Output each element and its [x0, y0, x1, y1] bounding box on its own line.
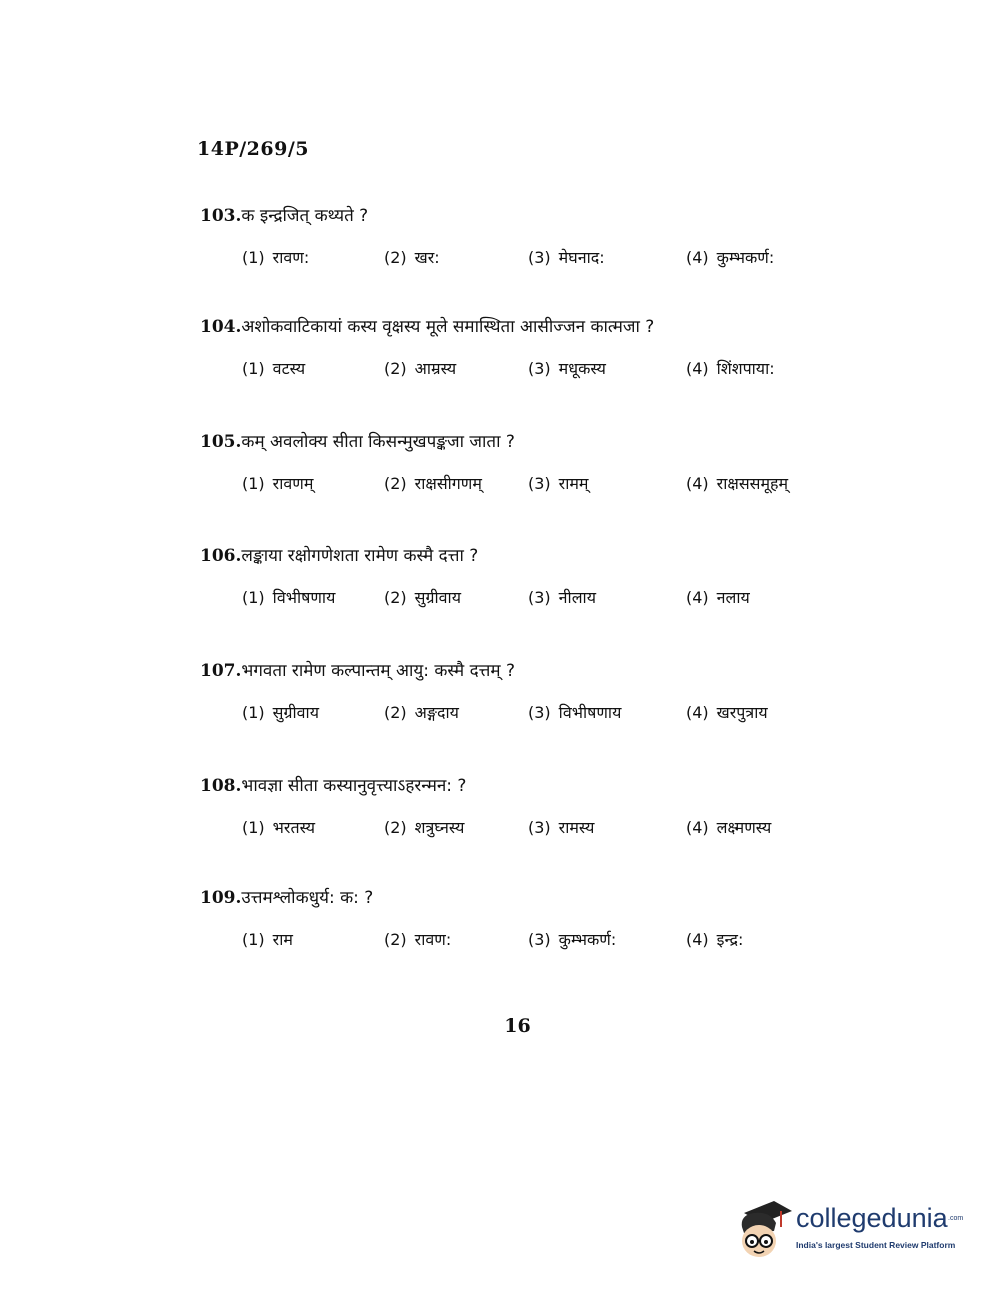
option-4: (4) शिंशपाया: — [686, 359, 775, 378]
paper-code: 14P/269/5 — [197, 138, 309, 160]
options-row — [200, 586, 840, 616]
option-1: (1) रावणम् — [242, 474, 314, 493]
question-107 — [200, 658, 840, 731]
brand-tagline: India's largest Student Review Platform — [796, 1240, 956, 1250]
option-4: (4) खरपुत्राय — [686, 703, 768, 722]
brand-name: collegedunia — [796, 1203, 948, 1233]
option-3: (3) कुम्भकर्ण: — [528, 930, 617, 949]
option-3: (3) नीलाय — [528, 588, 596, 607]
question-text: अशोकवाटिकायां कस्य वृक्षस्य मूले समास्थिता आसीज्जन कात्मजा ? — [241, 317, 655, 337]
options-row — [200, 816, 840, 846]
option-1: (1) विभीषणाय — [242, 588, 336, 607]
option-2: (2) राक्षसीगणम् — [384, 474, 482, 493]
question-text: क इन्द्रजित् कथ्यते ? — [241, 206, 369, 226]
question-104 — [200, 314, 840, 387]
option-1: (1) वटस्य — [242, 359, 306, 378]
option-1: (1) राम — [242, 930, 293, 949]
question-text: भावज्ञा सीता कस्यानुवृत्त्याऽहरन्मन: ? — [241, 776, 467, 796]
option-4: (4) नलाय — [686, 588, 750, 607]
option-3: (3) मधूकस्य — [528, 359, 606, 378]
question-text: कम् अवलोक्य सीता किसन्मुखपङ्कजा जाता ? — [241, 432, 515, 452]
question-number: 108. — [200, 776, 242, 796]
question-106 — [200, 543, 840, 616]
option-2: (2) रावण: — [384, 930, 452, 949]
page-number: 16 — [504, 1015, 531, 1037]
option-2: (2) शत्रुघ्नस्य — [384, 818, 465, 837]
question-number: 105. — [200, 432, 242, 452]
student-mascot-icon — [734, 1197, 794, 1263]
option-4: (4) इन्द्र: — [686, 930, 744, 949]
options-row — [200, 701, 840, 731]
option-4: (4) लक्ष्मणस्य — [686, 818, 772, 837]
option-2: (2) खर: — [384, 248, 440, 267]
options-row — [200, 246, 840, 276]
question-text: लङ्काया रक्षोगणेशता रामेण कस्मै दत्ता ? — [241, 546, 479, 566]
question-text: भगवता रामेण कल्पान्तम् आयु: कस्मै दत्तम् ? — [241, 661, 515, 681]
option-1: (1) सुग्रीवाय — [242, 703, 319, 722]
brand-suffix: .com — [948, 1215, 964, 1222]
question-number: 109. — [200, 888, 242, 908]
option-3: (3) विभीषणाय — [528, 703, 622, 722]
option-2: (2) आम्रस्य — [384, 359, 457, 378]
question-103 — [200, 203, 840, 276]
option-3: (3) रामस्य — [528, 818, 595, 837]
option-3: (3) मेघनाद: — [528, 248, 605, 267]
option-1: (1) भरतस्य — [242, 818, 316, 837]
options-row — [200, 357, 840, 387]
option-4: (4) कुम्भकर्ण: — [686, 248, 775, 267]
option-2: (2) सुग्रीवाय — [384, 588, 461, 607]
option-4: (4) राक्षससमूहम् — [686, 474, 789, 493]
question-number: 103. — [200, 206, 242, 226]
options-row — [200, 472, 840, 502]
collegedunia-logo — [734, 1195, 964, 1265]
question-number: 104. — [200, 317, 242, 337]
question-108 — [200, 773, 840, 846]
options-row — [200, 928, 840, 958]
question-number: 106. — [200, 546, 242, 566]
question-109 — [200, 885, 840, 958]
option-3: (3) रामम् — [528, 474, 589, 493]
option-1: (1) रावण: — [242, 248, 310, 267]
question-105 — [200, 429, 840, 502]
question-number: 107. — [200, 661, 242, 681]
question-text: उत्तमश्लोकधुर्य: क: ? — [241, 888, 374, 908]
option-2: (2) अङ्गदाय — [384, 703, 459, 722]
